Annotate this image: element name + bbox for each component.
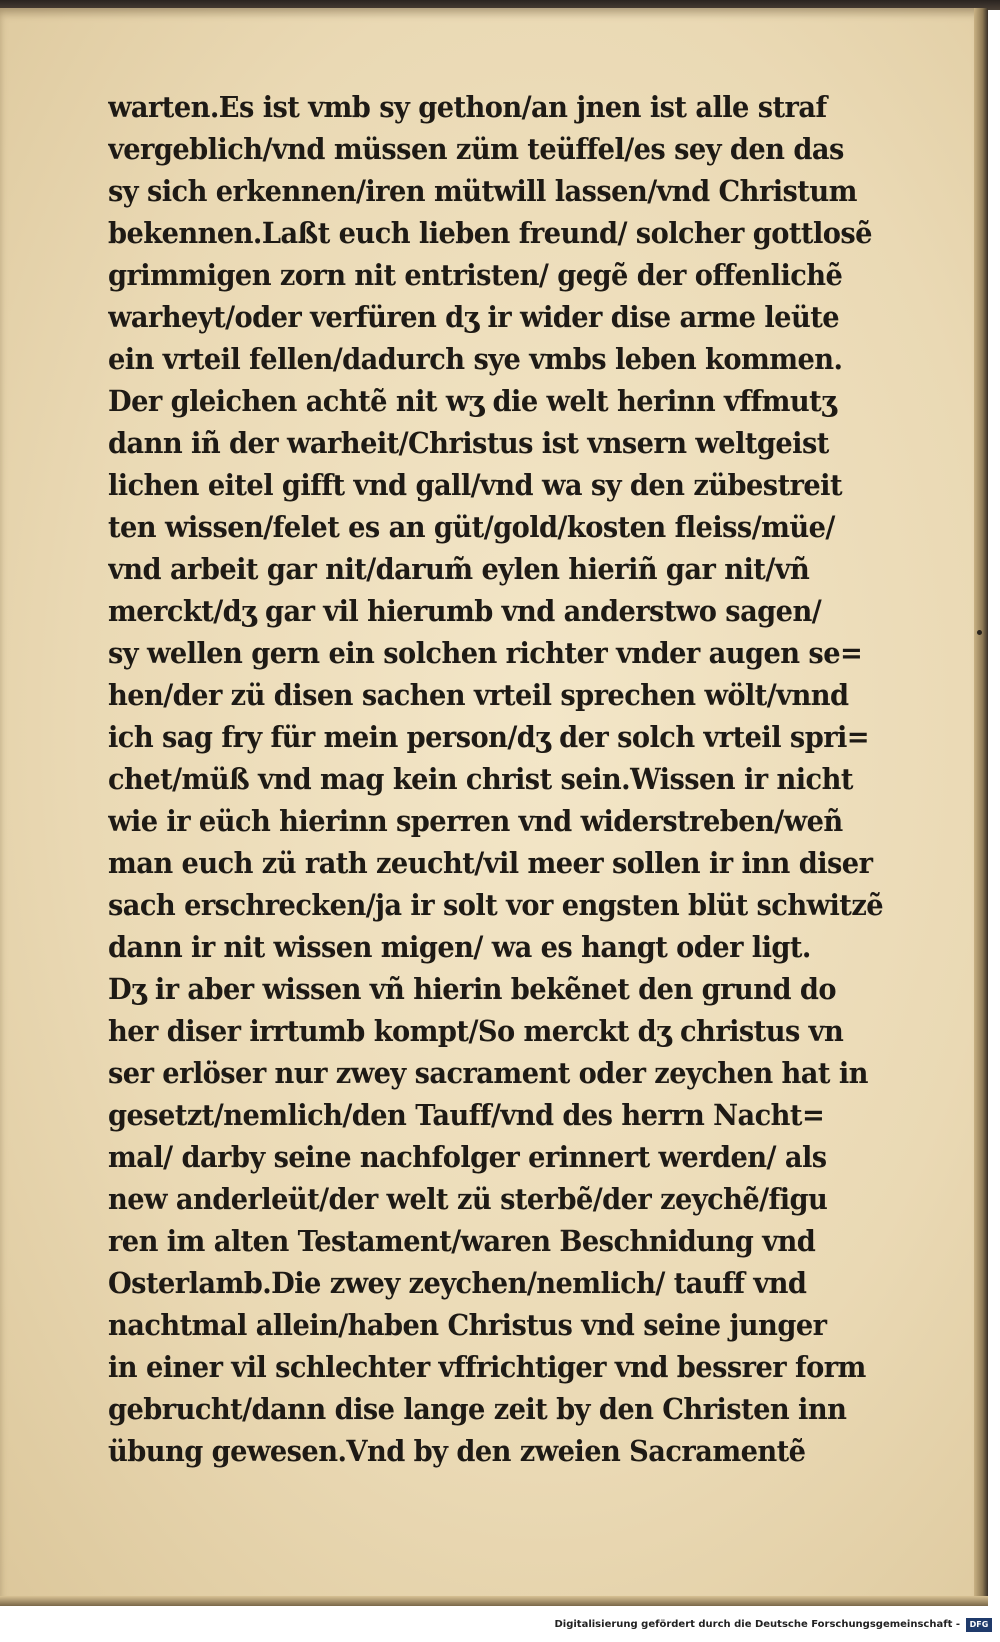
book-page: [0, 8, 988, 1606]
text-line: man euch zü rath zeucht/vil meer sollen ir inn diser: [108, 846, 873, 880]
text-line: gebrucht/dann dise lange zeit by den Christen inn: [108, 1392, 847, 1426]
text-line: merckt/dʒ gar vil hierumb vnd anderstwo sagen/: [108, 594, 822, 628]
text-line: ein vrteil fellen/dadurch sye vmbs leben kommen.: [108, 342, 843, 376]
text-line: vergeblich/vnd müssen züm teüffel/es sey den das: [108, 132, 844, 166]
text-line: vnd arbeit gar nit/darum̃ eylen hieriñ gar nit/vñ: [108, 552, 810, 586]
text-line: ten wissen/felet es an güt/gold/kosten fleiss/müe/: [108, 510, 835, 544]
text-line: Osterlamb.Die zwey zeychen/nemlich/ tauff vnd: [108, 1266, 807, 1300]
text-line: dann iñ der warheit/Christus ist vnsern weltgeist: [108, 426, 829, 460]
text-line: nachtmal allein/haben Christus vnd seine junger: [108, 1308, 827, 1342]
text-line: dann ir nit wissen migen/ wa es hangt oder ligt.: [108, 930, 811, 964]
margin-mark: [977, 630, 982, 635]
digitization-credit: Digitalisierung gefördert durch die Deutsche Forschungsgemeinschaft -: [554, 1619, 960, 1630]
text-line: sach erschrecken/ja ir solt vor engsten blüt schwitzẽ: [108, 888, 884, 922]
text-line: wie ir eüch hierinn sperren vnd widerstreben/weñ: [108, 804, 843, 838]
text-line: bekennen.Laßt euch lieben freund/ solcher gottlosẽ: [108, 216, 872, 250]
text-line: lichen eitel gifft vnd gall/vnd wa sy den zübestreit: [108, 468, 843, 502]
text-line: sy wellen gern ein solchen richter vnder augen se=: [108, 636, 863, 670]
text-line: gesetzt/nemlich/den Tauff/vnd des herrn Nacht=: [108, 1098, 825, 1132]
text-line: warheyt/oder verfüren dʒ ir wider dise arme leüte: [108, 300, 840, 334]
text-line: ich sag fry für mein person/dʒ der solch vrteil spri=: [108, 720, 870, 754]
text-line: in einer vil schlechter vffrichtiger vnd bessrer form: [108, 1350, 866, 1384]
text-line: chet/müß vnd mag kein christ sein.Wissen ir nicht: [108, 762, 853, 796]
text-line: Dʒ ir aber wissen vñ hierin bekẽnet den grund do: [108, 972, 836, 1006]
text-line: Der gleichen achtẽ nit wʒ die welt herinn vffmutʒ: [108, 384, 837, 418]
text-line: übung gewesen.Vnd by den zweien Sacramentẽ: [108, 1434, 806, 1468]
text-line: her diser irrtumb kompt/So merckt dʒ christus vn: [108, 1014, 844, 1048]
page-edge-right: [974, 8, 988, 1606]
text-line: new anderleüt/der welt zü sterbẽ/der zeychẽ/figu: [108, 1182, 828, 1216]
body-text: [108, 86, 958, 1472]
page-edge-bottom: [0, 1596, 988, 1606]
text-line: mal/ darby seine nachfolger erinnert werden/ als: [108, 1140, 827, 1174]
footer-bar: [0, 1606, 1000, 1642]
text-line: sy sich erkennen/iren mütwill lassen/vnd Christum: [108, 174, 857, 208]
text-line: ser erlöser nur zwey sacrament oder zeychen hat in: [108, 1056, 868, 1090]
text-line: hen/der zü disen sachen vrteil sprechen wölt/vnnd: [108, 678, 849, 712]
text-line: warten.Es ist vmb sy gethon/an jnen ist alle straf: [108, 90, 827, 124]
dfg-logo: DFG: [966, 1618, 992, 1632]
text-line: ren im alten Testament/waren Beschnidung vnd: [108, 1224, 816, 1258]
text-line: grimmigen zorn nit entristen/ gegẽ der offenlichẽ: [108, 258, 843, 292]
